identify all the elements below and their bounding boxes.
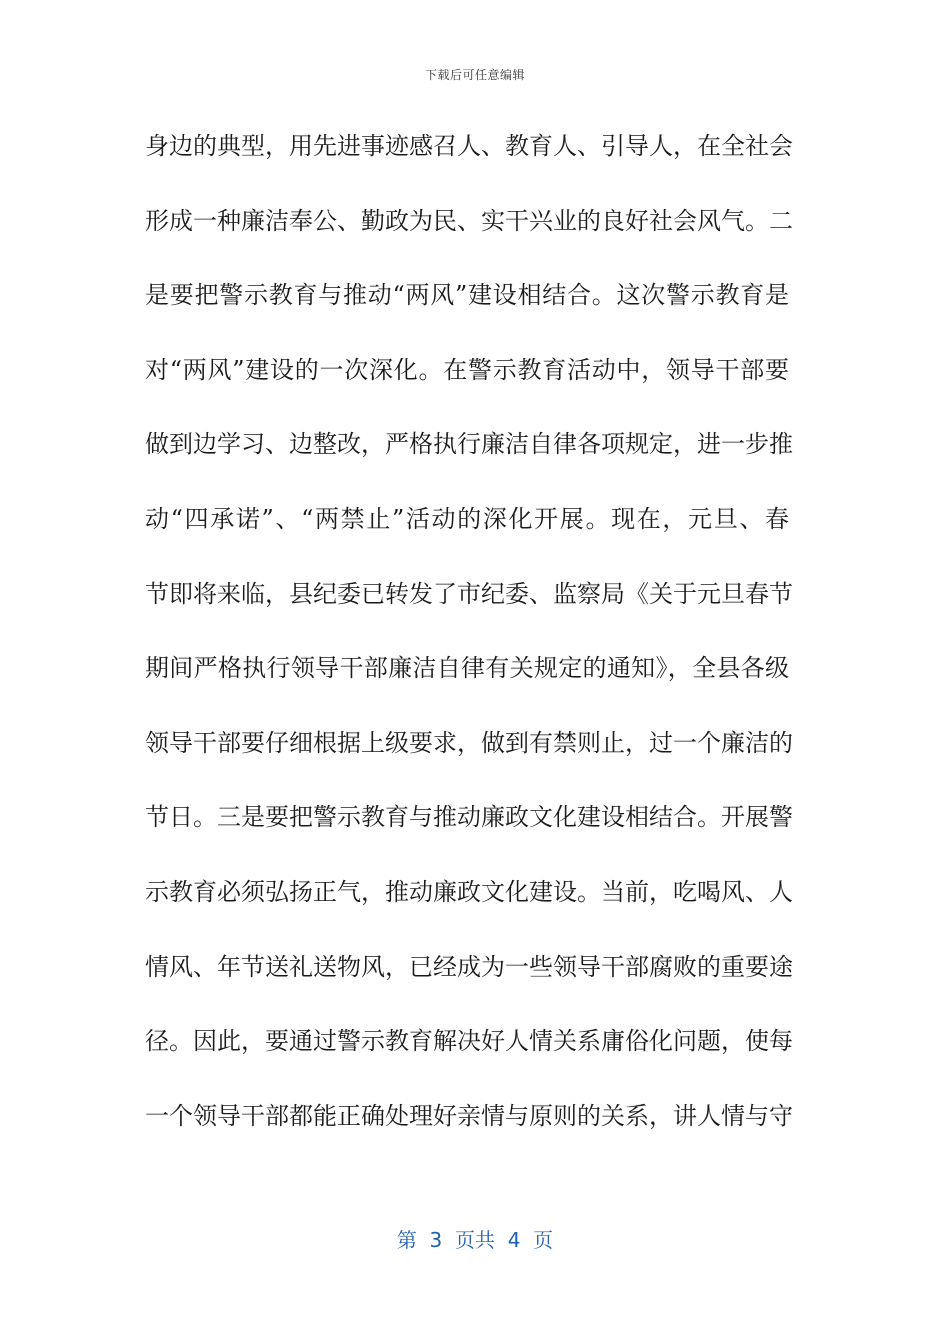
page-number: 第 3 页共 4 页 — [396, 1228, 554, 1252]
page-header-note: 下载后可任意编辑 — [424, 68, 525, 82]
text-line-2: 形成一种廉洁奉公、勤政为民、实干兴业的良好社会风气。二 — [145, 206, 793, 235]
text-line-10: 节日。三是要把警示教育与推动廉政文化建设相结合。开展警 — [145, 803, 793, 832]
document-body — [145, 126, 795, 1170]
text-line-5: 做到边学习、边整改，严格执行廉洁自律各项规定，进一步推 — [145, 430, 793, 459]
text-line-4: 对“两风”建设的一次深化。在警示教育活动中，领导干部要 — [145, 355, 789, 384]
text-line-9: 领导干部要仔细根据上级要求，做到有禁则止，过一个廉洁的 — [145, 728, 793, 757]
text-line-3: 是要把警示教育与推动“两风”建设相结合。这次警示教育是 — [145, 281, 789, 310]
text-line-14: 一个领导干部都能正确处理好亲情与原则的关系，讲人情与守 — [145, 1101, 793, 1130]
text-line-6: 动“四承诺”、“两禁止”活动的深化开展。现在，元旦、春 — [145, 504, 789, 533]
text-line-12: 情风、年节送礼送物风，已经成为一些领导干部腐败的重要途 — [145, 952, 793, 981]
text-line-8: 期间严格执行领导干部廉洁自律有关规定的通知》，全县各级 — [145, 654, 789, 683]
text-line-7: 节即将来临，县纪委已转发了市纪委、监察局《关于元旦春节 — [145, 579, 793, 608]
text-line-1: 身边的典型，用先进事迹感召人、教育人、引导人，在全社会 — [145, 132, 793, 160]
text-line-13: 径。因此，要通过警示教育解决好人情关系庸俗化问题，使每 — [145, 1027, 793, 1056]
text-line-11: 示教育必须弘扬正气，推动廉政文化建设。当前，吃喝风、人 — [145, 877, 793, 906]
